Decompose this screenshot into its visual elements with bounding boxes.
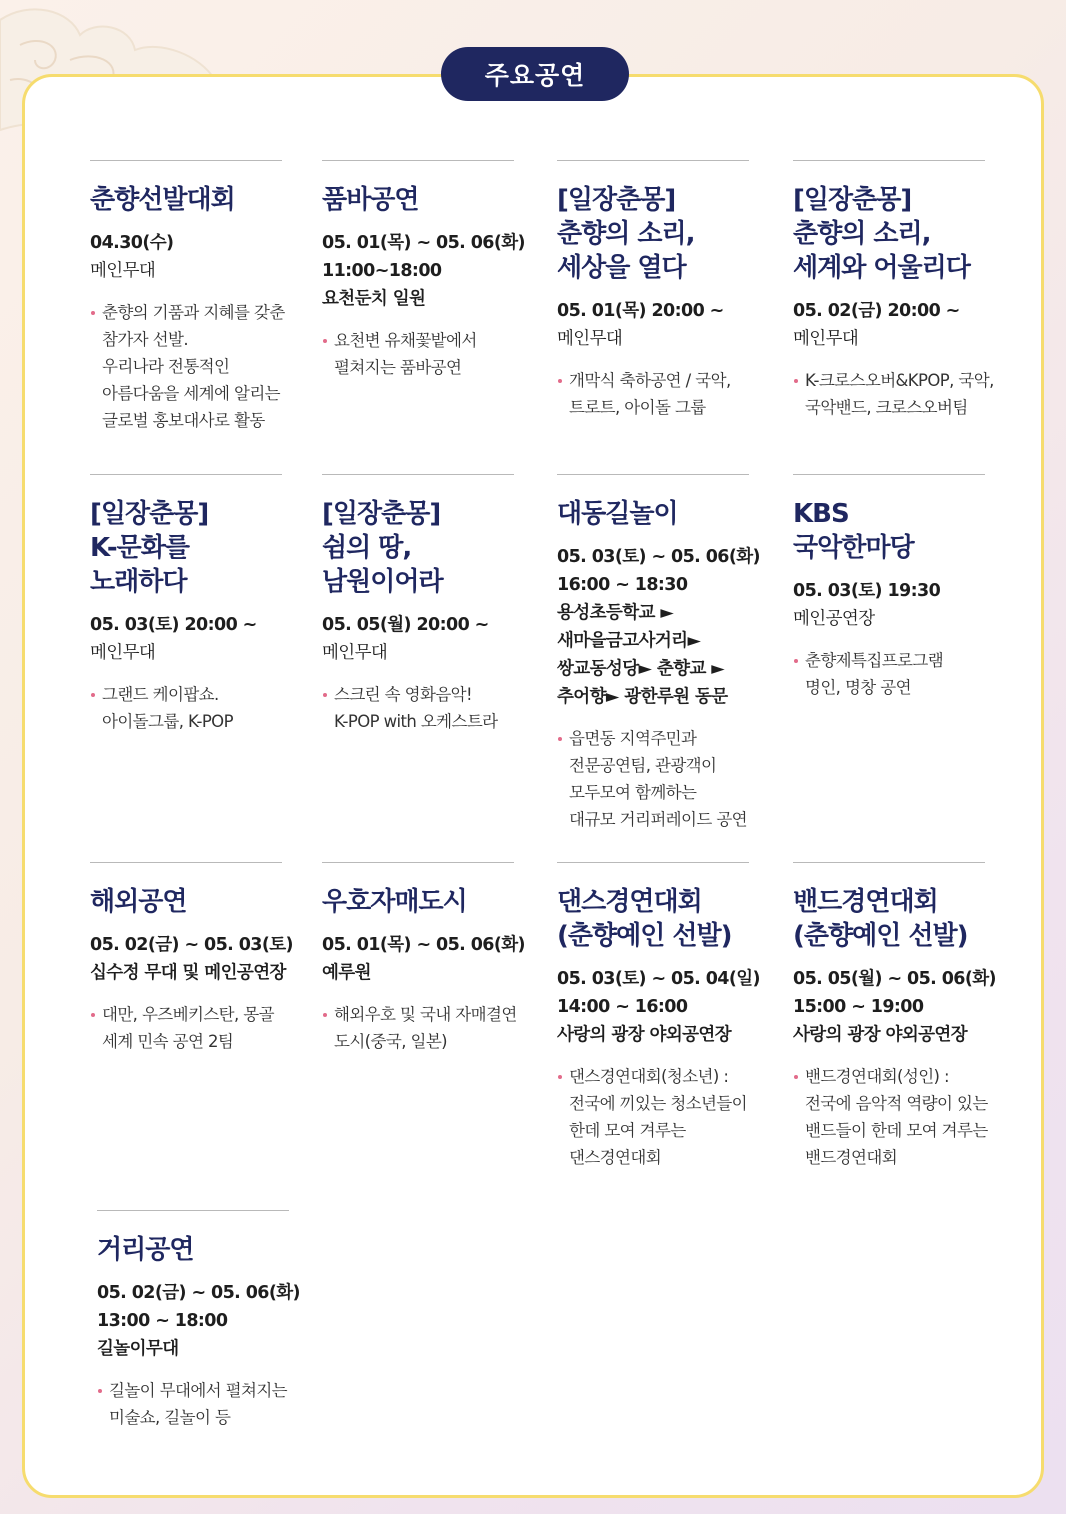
event-title-line: (춘향예인 선발): [557, 921, 732, 951]
event-description-line: 스크린 속 영화음악!: [334, 685, 473, 704]
event-title-line: [일장춘몽]: [793, 185, 912, 215]
event-title-line: [일장춘몽]: [90, 499, 209, 529]
event-info: [793, 297, 1025, 353]
event-description-line: 전국에 끼있는 청소년들이: [569, 1094, 748, 1113]
event-title-line: 춘향선발대회: [90, 185, 235, 215]
event-title-line: [일장춘몽]: [557, 185, 676, 215]
event-schedule: 쌍교동성당► 춘향교 ►: [557, 659, 725, 679]
event-title-line: KBS: [793, 499, 849, 529]
event-title: [97, 1233, 329, 1267]
event-title: [90, 497, 322, 599]
event-description: [90, 299, 322, 434]
event-schedule: 11:00~18:00: [322, 261, 442, 281]
event-description-line: 밴드경연대회(성인) :: [805, 1067, 949, 1086]
event-description-line: 요천변 유채꽃밭에서: [334, 331, 477, 350]
event-schedule: 05. 01(목) 20:00 ~: [557, 301, 724, 321]
event-description: [90, 681, 322, 735]
event-venue: 메인무대: [322, 643, 388, 663]
event-description-line: 춘향제특집프로그램: [805, 651, 944, 670]
event-description-line: K-크로스오버&KPOP, 국악,: [805, 371, 994, 390]
event-title-line: 대동길놀이: [557, 499, 678, 529]
event-title-line: 밴드경연대회: [793, 887, 938, 917]
divider: [322, 474, 514, 475]
event-block: [90, 160, 322, 434]
event-description-line: 대만, 우즈베키스탄, 몽골: [102, 1005, 274, 1024]
event-description-line: 아이돌그룹, K-POP: [102, 712, 233, 731]
event-description-line: 도시(중국, 일본): [334, 1032, 447, 1051]
event-title: [322, 497, 554, 599]
event-info: [90, 611, 322, 667]
event-description-line: K-POP with 오케스트라: [334, 712, 498, 731]
event-schedule: 추어향► 광한루원 동문: [557, 687, 728, 707]
event-title-line: 쉼의 땅,: [322, 533, 412, 563]
event-description-line: 전국에 음악적 역량이 있는: [805, 1094, 988, 1113]
divider: [90, 160, 282, 161]
event-block: [322, 160, 554, 381]
event-info: [322, 931, 554, 987]
event-schedule: 05. 03(토) 20:00 ~: [90, 615, 257, 635]
event-venue: 메인무대: [90, 261, 156, 281]
sparkle-icon: [1003, 1457, 1037, 1491]
divider: [90, 474, 282, 475]
event-title: [793, 183, 1025, 285]
divider: [793, 160, 985, 161]
event-title: [557, 183, 789, 285]
event-schedule: 새마을금고사거리►: [557, 631, 701, 651]
event-description-line: 대규모 거리퍼레이드 공연: [569, 810, 748, 829]
event-venue: 메인무대: [90, 643, 156, 663]
event-info: [97, 1279, 329, 1363]
event-description: [322, 327, 554, 381]
divider: [557, 160, 749, 161]
event-description-line: 길놀이 무대에서 펼쳐지는: [109, 1381, 288, 1400]
event-schedule: 16:00 ~ 18:30: [557, 575, 688, 595]
event-schedule: 십수정 무대 및 메인공연장: [90, 963, 286, 983]
event-venue: 메인공연장: [793, 609, 875, 629]
event-description-line: 춘향의 기품과 지혜를 갖춘: [102, 303, 285, 322]
event-title-line: 해외공연: [90, 887, 187, 917]
event-description-line: 댄스경연대회(청소년) :: [569, 1067, 729, 1086]
event-schedule: 13:00 ~ 18:00: [97, 1311, 228, 1331]
event-title-line: 세상을 열다: [557, 253, 686, 283]
event-description: [90, 1001, 322, 1055]
event-title-line: 춘향의 소리,: [557, 219, 695, 249]
event-description: [793, 1063, 1025, 1171]
event-schedule: 05. 03(토) ~ 05. 04(일): [557, 969, 760, 989]
event-schedule: 05. 05(월) 20:00 ~: [322, 615, 489, 635]
event-title-line: K-문화를: [90, 533, 190, 563]
page-title: 주요공연: [441, 47, 629, 101]
event-block: [793, 862, 1025, 1171]
event-description: [557, 725, 789, 833]
event-schedule: 길놀이무대: [97, 1339, 179, 1359]
event-description: [557, 1063, 789, 1171]
event-title-line: 국악한마당: [793, 533, 914, 563]
event-title: [322, 885, 554, 919]
event-title: [322, 183, 554, 217]
event-description-line: 미술쇼, 길놀이 등: [109, 1408, 231, 1427]
event-block: [90, 474, 322, 735]
event-block: [557, 862, 789, 1171]
event-description: [322, 681, 554, 735]
divider: [97, 1210, 289, 1211]
event-title: [90, 183, 322, 217]
event-description-line: 전문공연팀, 관광객이: [569, 756, 717, 775]
event-info: [557, 543, 789, 711]
event-info: [90, 229, 322, 285]
event-description: [322, 1001, 554, 1055]
event-schedule: 05. 02(금) ~ 05. 06(화): [97, 1283, 300, 1303]
event-description-line: 그랜드 케이팝쇼.: [102, 685, 219, 704]
event-description: [97, 1377, 329, 1431]
event-description-line: 밴드들이 한데 모여 겨루는: [805, 1121, 988, 1140]
event-info: [90, 931, 322, 987]
event-schedule: 요천둔치 일원: [322, 289, 426, 309]
event-description-line: 밴드경연대회: [805, 1148, 898, 1167]
event-description-line: 한데 모여 겨루는: [569, 1121, 686, 1140]
divider: [322, 862, 514, 863]
event-description-line: 댄스경연대회: [569, 1148, 662, 1167]
event-schedule: 15:00 ~ 19:00: [793, 997, 924, 1017]
event-description-line: 국악밴드, 크로스오버팀: [805, 398, 968, 417]
event-description: [793, 367, 1025, 421]
event-title-line: 댄스경연대회: [557, 887, 702, 917]
event-block: [793, 160, 1025, 421]
event-title-line: 춘향의 소리,: [793, 219, 931, 249]
event-title-line: 거리공연: [97, 1235, 194, 1265]
event-title: [793, 497, 1025, 565]
event-title-line: 세계와 어울리다: [793, 253, 970, 283]
event-schedule: 05. 05(월) ~ 05. 06(화): [793, 969, 996, 989]
event-info: [793, 577, 1025, 633]
event-block: [97, 1210, 329, 1431]
event-block: [557, 474, 789, 833]
event-schedule: 05. 02(금) 20:00 ~: [793, 301, 960, 321]
divider: [322, 160, 514, 161]
event-title-line: 노래하다: [90, 567, 187, 597]
event-info: [322, 229, 554, 313]
event-description-line: 글로벌 홍보대사로 활동: [102, 411, 265, 430]
event-schedule: 사랑의 광장 야외공연장: [557, 1025, 732, 1045]
divider: [793, 862, 985, 863]
event-schedule: 용성초등학교 ►: [557, 603, 674, 623]
event-description: [793, 647, 1025, 701]
event-block: [90, 862, 322, 1055]
divider: [90, 862, 282, 863]
event-description-line: 해외우호 및 국내 자매결연: [334, 1005, 517, 1024]
event-description-line: 명인, 명창 공연: [805, 678, 911, 697]
event-info: [557, 297, 789, 353]
event-schedule: 14:00 ~ 16:00: [557, 997, 688, 1017]
event-schedule: 05. 01(목) ~ 05. 06(화): [322, 233, 525, 253]
divider: [557, 474, 749, 475]
event-block: [322, 474, 554, 735]
event-venue: 메인무대: [793, 329, 859, 349]
event-description-line: 트로트, 아이돌 그룹: [569, 398, 706, 417]
event-info: [322, 611, 554, 667]
event-info: [557, 965, 789, 1049]
event-description-line: 펼쳐지는 품바공연: [334, 358, 462, 377]
event-schedule: 05. 03(토) ~ 05. 06(화): [557, 547, 760, 567]
event-schedule: 05. 02(금) ~ 05. 03(토): [90, 935, 293, 955]
divider: [557, 862, 749, 863]
divider: [793, 474, 985, 475]
event-schedule: 05. 03(토) 19:30: [793, 581, 941, 601]
event-schedule: 사랑의 광장 야외공연장: [793, 1025, 968, 1045]
event-title-line: 남원이어라: [322, 567, 443, 597]
event-description-line: 읍면동 지역주민과: [569, 729, 697, 748]
event-block: [322, 862, 554, 1055]
event-venue: 메인무대: [557, 329, 623, 349]
event-schedule: 05. 01(목) ~ 05. 06(화): [322, 935, 525, 955]
event-schedule: 04.30(수): [90, 233, 174, 253]
event-description-line: 아름다움을 세계에 알리는: [102, 384, 281, 403]
event-title-line: 우호자매도시: [322, 887, 467, 917]
event-block: [793, 474, 1025, 701]
event-description: [557, 367, 789, 421]
event-title: [793, 885, 1025, 953]
event-description-line: 참가자 선발.: [102, 330, 188, 349]
event-title-line: [일장춘몽]: [322, 499, 441, 529]
event-description-line: 세계 민속 공연 2팀: [102, 1032, 234, 1051]
event-description-line: 모두모여 함께하는: [569, 783, 697, 802]
event-description-line: 개막식 축하공연 / 국악,: [569, 371, 731, 390]
event-title: [557, 885, 789, 953]
event-title: [557, 497, 789, 531]
event-block: [557, 160, 789, 421]
event-info: [793, 965, 1025, 1049]
event-title-line: 품바공연: [322, 185, 419, 215]
event-title: [90, 885, 322, 919]
event-schedule: 예루원: [322, 963, 371, 983]
event-description-line: 우리나라 전통적인: [102, 357, 230, 376]
event-title-line: (춘향예인 선발): [793, 921, 968, 951]
